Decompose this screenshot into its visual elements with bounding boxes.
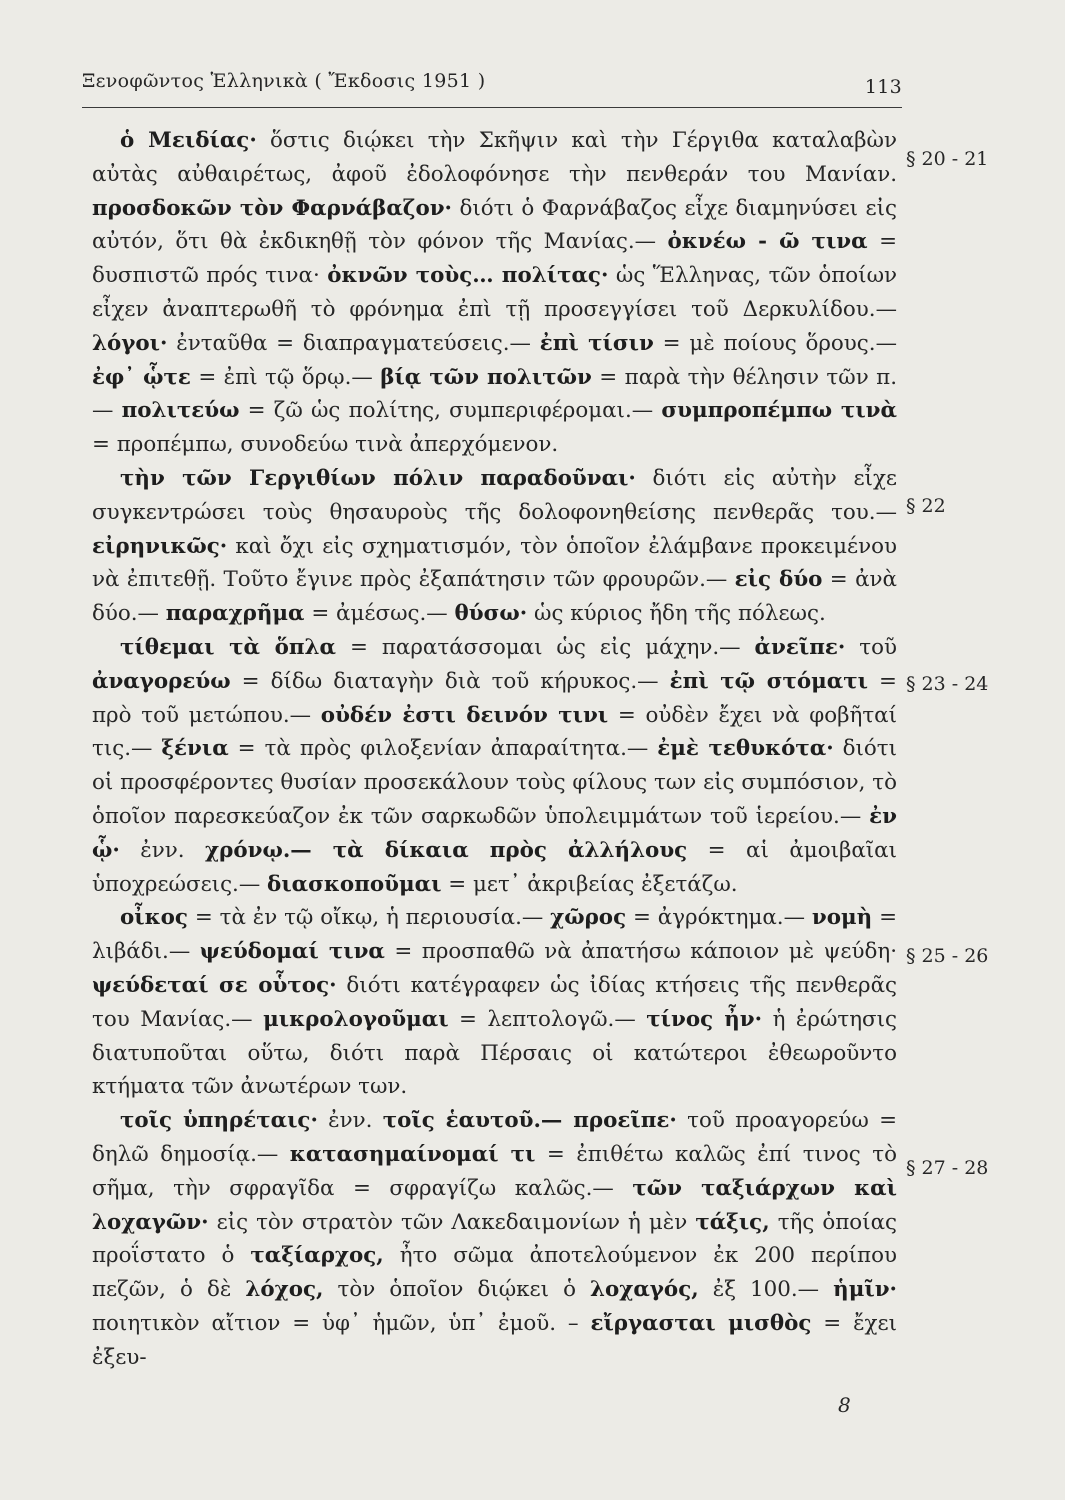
header-rule [82,107,902,108]
lemma: λοχαγός, [590,1277,699,1303]
lemma: νομὴ [811,905,873,931]
gloss: εἰς τὸν στρατὸν τῶν Λακεδαιμονίων ἡ μὲν [208,1209,696,1235]
paragraph [92,462,897,631]
lemma: εἰς δύο [734,567,823,593]
gloss: = τὰ ἐν τῷ οἴκῳ, ἡ περιουσία.— [187,905,551,931]
gloss: ἐνν. [317,1108,383,1134]
lemma: θύσω· [454,601,528,627]
gloss: καὶ ὄχι εἰς σχηματισμόν, τὸν ὁποῖον ἐλάμβανε προκειμένου νὰ ἐπιτεθῇ. Τοῦτο ἔγινε πρὸς ἐξαπάτησιν τῶν φρουρῶν.— [92,533,897,593]
gloss: = μετ᾽ ἀκριβείας ἐξετάζω. [441,871,738,897]
lemma: μικρολογοῦμαι [263,1006,449,1032]
lemma: βίᾳ τῶν πολιτῶν [380,364,592,390]
lemma: τάξις, [695,1209,770,1235]
lemma: ὁ Μειδίας· [120,128,257,153]
lemma: λόγοι· [92,330,168,356]
gloss: = παρατάσσομαι ὡς εἰς μάχην.— [335,634,755,660]
gloss: ὅστις διῴκει τὴν Σκῆψιν καὶ τὴν Γέργιθα καταλαβὼν αὐτὰς αὐθαιρέτως, ἀφοῦ ἐδολοφόνησε τὴν πενθεράν του Μανίαν. [92,128,897,187]
lemma: κατασημαίνομαί τι [289,1141,536,1167]
gloss: τοῦ προαγορεύω = δηλῶ δημοσίᾳ.— [92,1108,897,1167]
gloss: = τὰ πρὸς φιλοξενίαν ἀπαραίτητα.— [228,736,658,762]
gloss: = πρὸ τοῦ μετώπου.— [92,668,897,728]
gloss: διότι εἰς αὐτὴν εἶχε συγκεντρώσει τοὺς θησαυροὺς τῆς δολοφονηθείσης πενθερᾶς του.— [92,465,897,525]
lemma: ἐμὲ τεθυκότα· [657,736,834,762]
signature-mark: 8 [838,1393,851,1417]
gloss: ἦτο σῶμα ἀποτελούμενον ἐκ 200 περίπου πεζῶν, ὁ δὲ [92,1243,897,1303]
lemma: χρόνῳ.— τὰ δίκαια πρὸς ἀλλήλους [205,837,688,863]
lemma: χῶρος [550,905,627,931]
gloss: = ἀγρόκτημα.— [626,905,812,931]
lemma: εἰρηνικῶς· [92,533,228,559]
lemma: ἐν ᾧ· [92,803,897,863]
lemma: τοῖς ὑπηρέταις· [120,1108,318,1134]
lemma: τίνος ἦν· [646,1006,763,1032]
gloss: = ἀμέσως.— [304,601,455,627]
margin-ref: § 22 [906,495,946,517]
gloss: ἐξ 100.— [698,1277,834,1303]
paragraph [92,901,897,1104]
gloss: διότι ὁ Φαρνάβαζος εἶχε διαμηνύσει εἰς αὐτόν, ὅτι θὰ ἐκδικηθῇ τὸν φόνον τῆς Μανίας.— [92,195,897,255]
gloss: = παρὰ τὴν θέλησιν τῶν π.— [92,364,897,424]
gloss: ἐνταῦθα = διαπραγματεύσεις.— [167,330,540,356]
paragraph [92,631,897,901]
lemma: συμπροπέμπω τινὰ [661,398,897,424]
lemma: ὀκνέω - ῶ τινα [667,229,868,255]
gloss: = λεπτολογῶ.— [448,1006,647,1032]
lemma: ταξίαρχος, [250,1243,384,1269]
lemma: τὴν τῶν Γεργιθίων πόλιν παραδοῦναι· [120,465,636,491]
lemma: ἀνεῖπε· [754,634,846,660]
gloss: ἡ ἐρώτησις διατυποῦται οὕτω, διότι παρὰ Πέρσαις οἱ κατώτεροι ἐθεωροῦντο κτήματα τῶν ἀνωτέρων των. [92,1006,898,1100]
gloss: διότι κατέγραφεν ὡς ἰδίας κτήσεις τῆς πενθερᾶς του Μανίας.— [92,972,897,1032]
gloss: = οὐδὲν ἔχει νὰ φοβῆταί τις.— [92,702,897,762]
page-number: 113 [864,76,902,98]
gloss: ὡς κύριος ἤδη τῆς πόλεως. [527,601,826,627]
lemma: ψεύδεταί σε οὗτος· [92,972,337,998]
gloss: τῆς ὁποίας προΐστατο ὁ [92,1209,897,1269]
commentary-text [92,124,897,1374]
gloss: = προσπαθῶ νὰ ἀπατήσω κάποιον μὲ ψεύδη· [384,939,897,965]
gloss: διότι οἱ προσφέροντες θυσίαν προσεκάλουν τοὺς φίλους των εἰς συμπόσιον, τὸ ὁποῖον παρεσκεύαζον ἐκ τῶν σαρκωδῶν ὑπολειμμάτων τοῦ ἱερείου.— [92,736,897,829]
lemma: οἶκος [120,905,188,931]
gloss: = ἐπιθέτω καλῶς ἐπί τινος τὸ σῆμα, τὴν σφραγῖδα = σφραγίζω καλῶς.— [92,1141,897,1201]
lemma: τίθεμαι τὰ ὅπλα [120,634,336,660]
lemma: τοῖς ἑαυτοῦ.— προεῖπε· [382,1108,677,1134]
gloss: τοῦ [845,634,898,660]
lemma: λόχος, [245,1277,324,1303]
paragraph [92,1104,897,1374]
lemma: ἀναγορεύω [92,668,231,694]
gloss: = ἐπὶ τῷ ὅρῳ.— [190,364,381,390]
gloss: = λιβάδι.— [92,905,897,965]
lemma: ἐφ᾽ ᾧτε [92,364,191,390]
gloss: = ζῶ ὡς πολίτης, συμπεριφέρομαι.— [239,398,662,424]
lemma: ὀκνῶν τοὺς… πολίτας· [327,263,609,289]
lemma: ψεύδομαί τινα [199,939,385,965]
lemma: οὐδέν ἐστι δεινόν τινι [320,702,609,728]
margin-ref: § 20 - 21 [906,148,989,170]
gloss: ποιητικὸν αἴτιον = ὑφ᾽ ἡμῶν, ὑπ᾽ ἐμοῦ. – [92,1310,591,1336]
gloss: τὸν ὁποῖον διῴκει ὁ [323,1277,591,1303]
gloss: = δίδω διαταγὴν διὰ τοῦ κήρυκος.— [230,668,670,694]
gloss: = δυσπιστῶ πρός τινα· [92,229,897,289]
lemma: τῶν ταξιάρχων καὶ λοχαγῶν· [92,1175,897,1235]
gloss: = μὲ ποίους ὅρους.— [653,330,897,356]
lemma: ἐπὶ τίσιν [539,330,654,356]
lemma: ἐπὶ τῷ στόματι [669,668,869,694]
gloss: = προπέμπω, συνοδεύω τινὰ ἀπερχόμενον. [92,432,559,458]
lemma: εἴργασται μισθὸς [590,1310,812,1336]
gloss: = ἀνὰ δύο.— [92,567,898,627]
lemma: διασκοποῦμαι [267,871,442,897]
gloss: = ἔχει ἐξευ- [92,1310,897,1370]
margin-ref: § 27 - 28 [906,1157,989,1179]
lemma: ἡμῖν· [833,1277,897,1303]
lemma: παραχρῆμα [165,601,305,627]
gloss: ἐνν. [119,837,206,863]
lemma: ξένια [161,736,229,762]
margin-ref: § 25 - 26 [906,945,989,967]
lemma: προσδοκῶν τὸν Φαρνάβαζον· [92,195,453,221]
gloss: = αἱ ἀμοιβαῖαι ὑποχρεώσεις.— [92,837,897,897]
lemma: πολιτεύω [121,398,240,424]
gloss: ὡς Ἕλληνας, τῶν ὁποίων εἶχεν ἀναπτερωθῆ τὸ φρόνημα ἐπὶ τῇ προσεγγίσει τοῦ Δερκυλίδου.— [92,263,898,322]
margin-ref: § 23 - 24 [906,673,989,695]
paragraph [92,124,897,462]
running-title: Ξενοφῶντος Ἑλληνικὰ ( Ἔκδοσις 1951 ) [82,70,486,92]
